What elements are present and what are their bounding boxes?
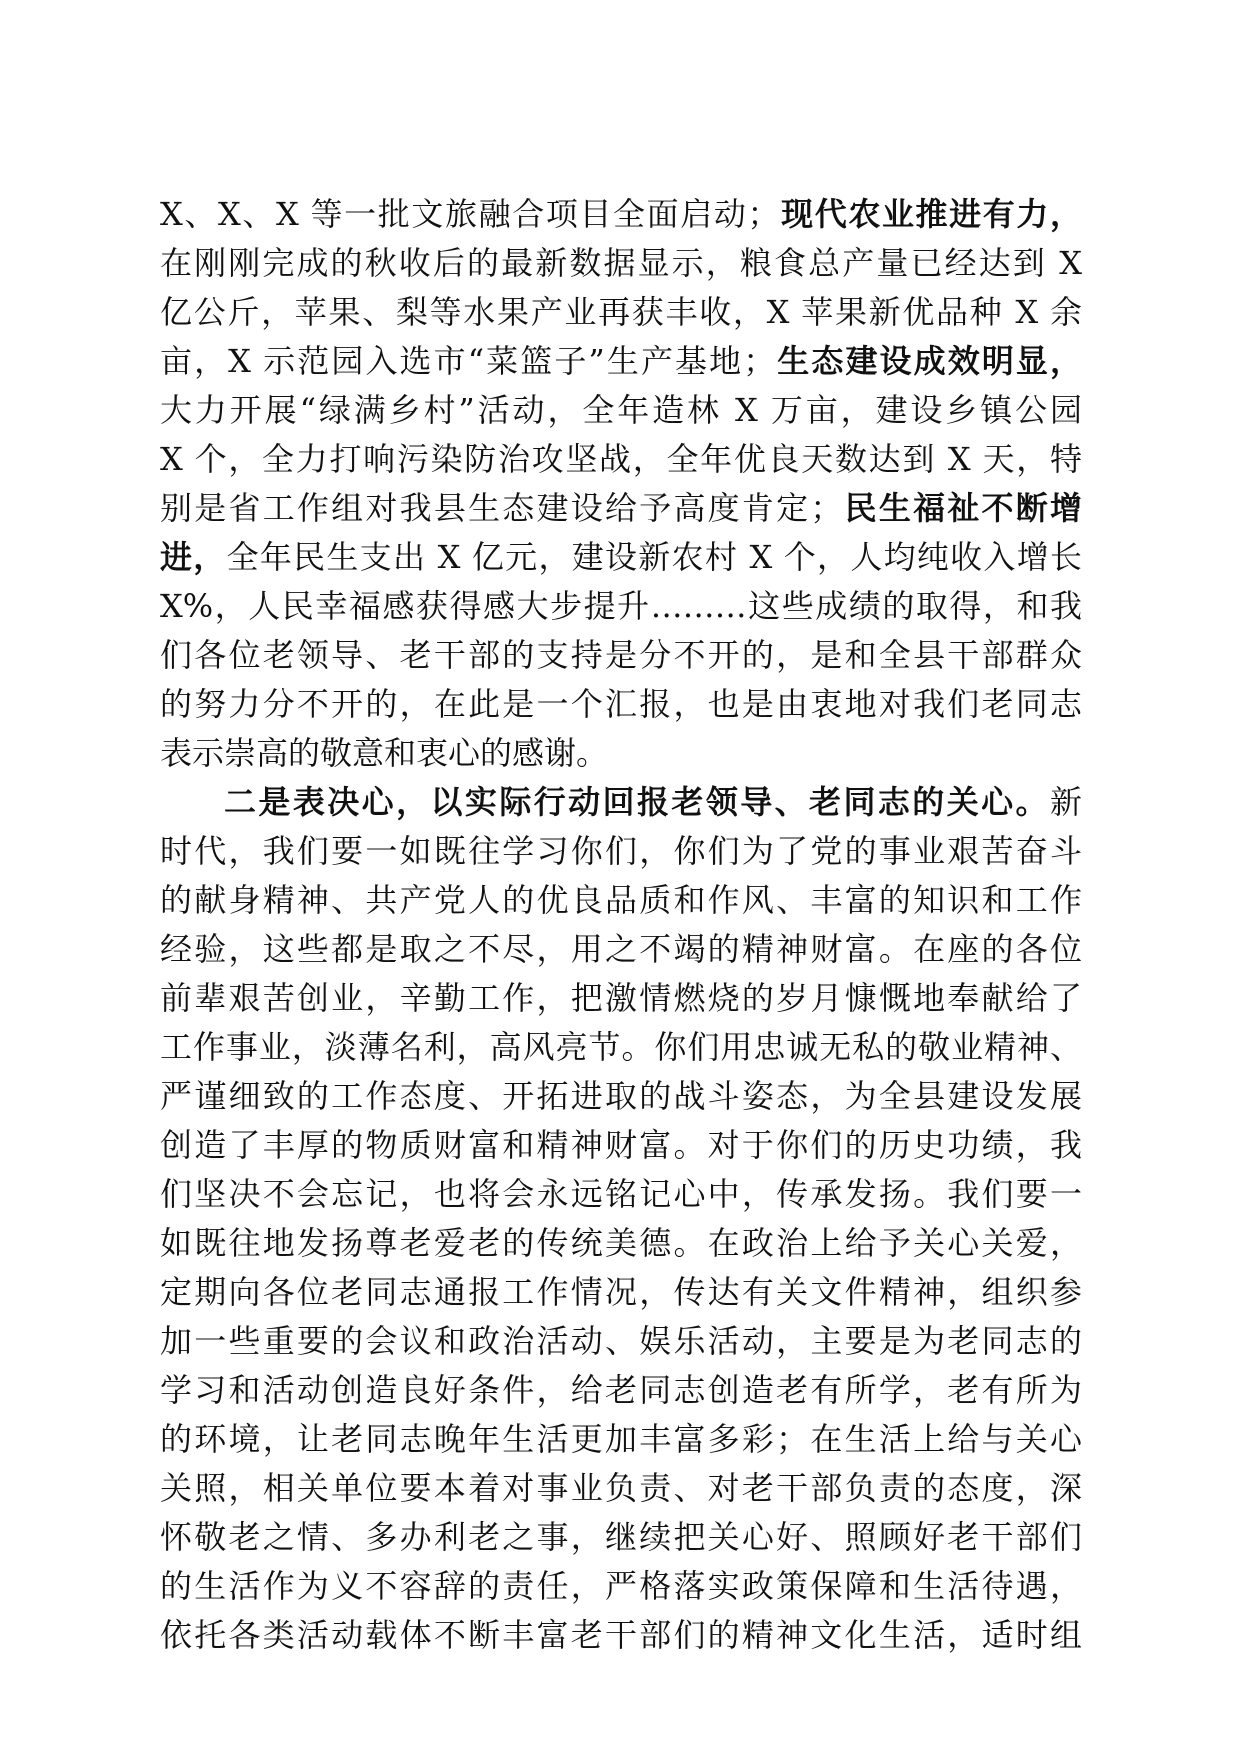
text-segment: 严谨细致的工作态度、开拓进取的战斗姿态，为全县建设发展 [160,1077,1082,1115]
text-segment: 亩，X 示范园入选市“菜篮子”生产基地； [160,342,776,380]
text-segment: X 个，全力打响污染防治攻坚战，全年优良天数达到 X 天，特 [160,440,1082,478]
text-segment: 学习和活动创造良好条件，给老同志创造老有所学，老有所为 [160,1371,1082,1409]
text-line [160,1513,1082,1562]
text-line [160,827,1082,876]
bold-text-segment: 二是表决心，以实际行动回报老领导、老同志的关心。 [224,783,1050,821]
text-segment: 的环境，让老同志晚年生活更加丰富多彩；在生活上给与关心 [160,1420,1082,1458]
text-line [160,582,1082,631]
text-line [160,288,1082,337]
text-line [160,1317,1082,1366]
text-segment: 表示崇高的敬意和衷心的感谢。 [160,734,609,772]
text-segment: 们坚决不会忘记，也将会永远铭记心中，传承发扬。我们要一 [160,1175,1082,1213]
text-segment: 们各位老领导、老干部的支持是分不开的，是和全县干部群众 [160,636,1082,674]
body-text [160,190,1082,1660]
text-segment: 新 [1049,783,1082,821]
text-line [160,631,1082,680]
text-line [160,974,1082,1023]
bold-text-segment: 生态建设成效明显， [775,342,1082,380]
text-segment: X、X、X 等一批文旅融合项目全面启动； [160,195,780,233]
text-segment: 依托各类活动载体不断丰富老干部们的精神文化生活，适时组 [160,1616,1082,1654]
text-line [160,533,1082,582]
text-line [160,484,1082,533]
text-segment: 时代，我们要一如既往学习你们，你们为了党的事业艰苦奋斗 [160,832,1082,870]
text-line [160,1366,1082,1415]
text-segment: 别是省工作组对我县生态建设给予高度肯定； [160,489,843,527]
bold-text-segment: 民生福祉不断增 [842,489,1082,527]
text-segment: X%，人民幸福感获得感大步提升………这些成绩的取得，和我 [160,587,1082,625]
text-segment: 的献身精神、共产党人的优良品质和作风、丰富的知识和工作 [160,881,1082,919]
text-segment: 的生活作为义不容辞的责任，严格落实政策保障和生活待遇， [160,1567,1082,1605]
text-line [160,1170,1082,1219]
text-line [160,680,1082,729]
text-line [160,1023,1082,1072]
text-line [160,239,1082,288]
text-segment: 经验，这些都是取之不尽，用之不竭的精神财富。在座的各位 [160,930,1082,968]
bold-text-segment: 现代农业推进有力， [779,195,1082,233]
text-segment: 怀敬老之情、多办利老之事，继续把关心好、照顾好老干部们 [160,1518,1082,1556]
text-line [160,190,1082,239]
text-line [160,876,1082,925]
text-segment: 全年民生支出 X 亿元，建设新农村 X 个，人均纯收入增长 [226,538,1082,576]
text-line [160,778,1082,827]
text-line [160,1268,1082,1317]
text-line [160,1562,1082,1611]
text-segment: 前辈艰苦创业，辛勤工作，把激情燃烧的岁月慷慨地奉献给了 [160,979,1082,1017]
text-segment: 亿公斤，苹果、梨等水果产业再获丰收，X 苹果新优品种 X 余 [160,293,1082,331]
text-segment: 大力开展“绿满乡村”活动，全年造林 X 万亩，建设乡镇公园 [160,391,1082,429]
text-line [160,1464,1082,1513]
text-segment: 加一些重要的会议和政治活动、娱乐活动，主要是为老同志的 [160,1322,1082,1360]
text-segment: 创造了丰厚的物质财富和精神财富。对于你们的历史功绩，我 [160,1126,1082,1164]
text-segment: 在刚刚完成的秋收后的最新数据显示，粮食总产量已经达到 X [160,244,1082,282]
text-line [160,925,1082,974]
text-line [160,435,1082,484]
text-line [160,337,1082,386]
text-segment: 如既往地发扬尊老爱老的传统美德。在政治上给予关心关爱， [160,1224,1082,1262]
text-line [160,1072,1082,1121]
bold-text-segment: 进， [160,538,227,576]
text-line [160,1415,1082,1464]
text-line [160,1219,1082,1268]
text-line [160,729,1082,778]
text-line [160,1611,1082,1660]
text-segment: 定期向各位老同志通报工作情况，传达有关文件精神，组织参 [160,1273,1082,1311]
text-line [160,386,1082,435]
text-segment: 工作事业，淡薄名利，高风亮节。你们用忠诚无私的敬业精神、 [160,1028,1082,1066]
text-segment: 关照，相关单位要本着对事业负责、对老干部负责的态度，深 [160,1469,1082,1507]
text-segment: 的努力分不开的，在此是一个汇报，也是由衷地对我们老同志 [160,685,1082,723]
text-line [160,1121,1082,1170]
